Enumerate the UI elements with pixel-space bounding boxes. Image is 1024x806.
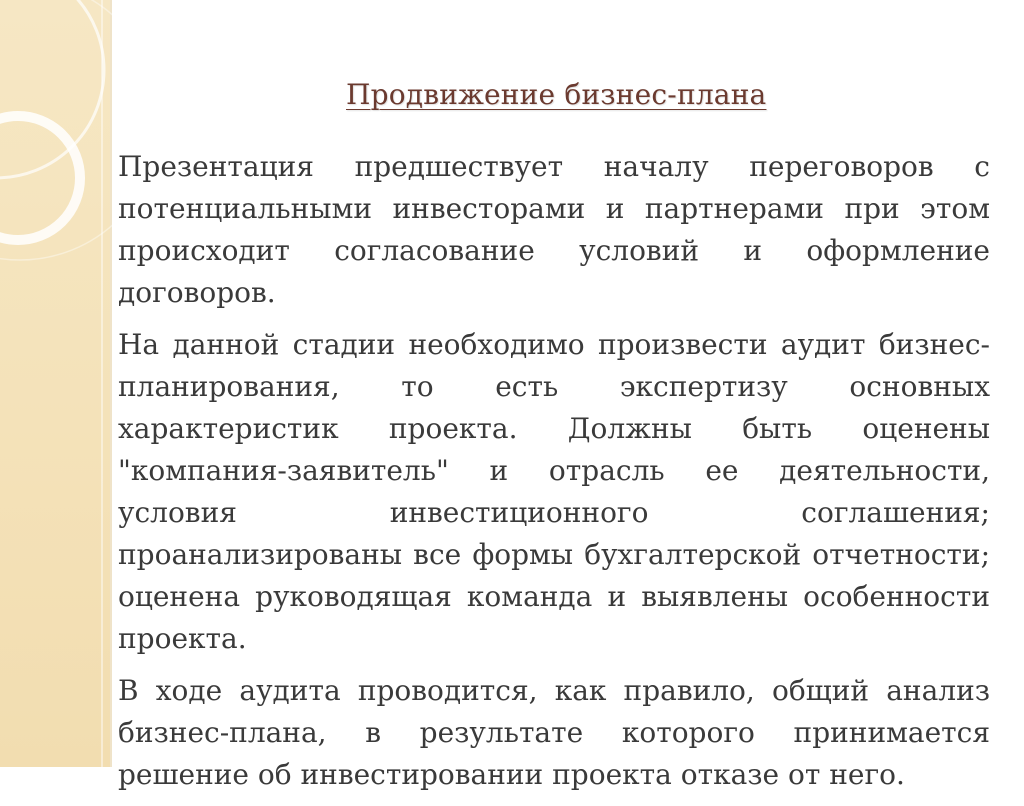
paragraph-presentation: Презентация предшествует началу переговоров с потенциальными инвесторами и партнерами при этом происходит согласование условий и оформление договоров.: [118, 150, 990, 309]
paragraph-audit-result: В ходе аудита проводится, как правило, общий анализ бизнес-плана, в результате которого принимается решение об инвестировании проекта отказе от него.: [118, 674, 990, 791]
paragraph-audit-stage: На данной стадии необходимо произвести аудит бизнес-планирования, то есть экспертизу основных характеристик проекта. Должны быть оценены "компания-заявитель" и отрасль ее деятельности, условия инвестиционного соглашения; проанализированы все формы бухгалтерской отчетности; оценена руководящая команда и выявлены особенности проекта.: [118, 328, 990, 655]
slide-body: [118, 146, 990, 806]
slide-title: Продвижение бизнес-плана: [346, 78, 767, 111]
